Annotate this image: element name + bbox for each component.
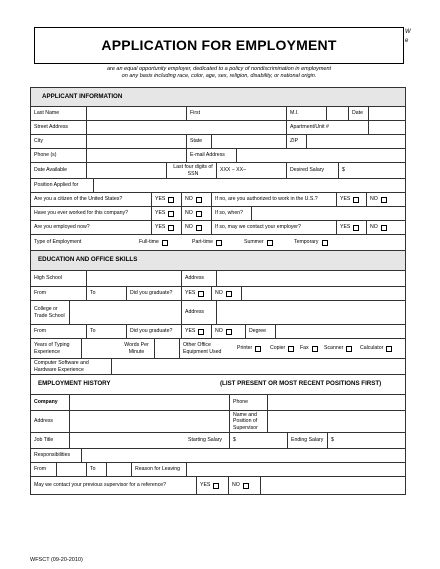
checkbox[interactable]: [353, 197, 359, 203]
typing-field[interactable]: [81, 339, 116, 358]
emp-phone-label: Phone: [229, 395, 267, 410]
high-school-label: High School: [34, 275, 62, 282]
copier-label: Copier: [270, 345, 286, 352]
software-label: Computer Software and Hardware Experience: [34, 360, 89, 373]
hs-graduate-label: Did you graduate?: [126, 287, 181, 300]
college-label: College or Trade School: [34, 306, 65, 319]
row-citizen: [30, 193, 406, 207]
employment-heading-right: (LIST PRESENT OR MOST RECENT POSITIONS FIRST): [220, 380, 382, 388]
employed-no-label: NO: [185, 224, 193, 231]
form-code: WFSCT (09-20-2010): [30, 557, 83, 563]
fax-label: Fax: [300, 345, 309, 352]
college-field[interactable]: [69, 301, 181, 324]
checkbox[interactable]: [198, 291, 204, 297]
street-field[interactable]: [86, 121, 286, 134]
when-label: If so, when?: [211, 207, 251, 220]
wpm-field[interactable]: [154, 339, 179, 358]
hs-address-label: Address: [181, 271, 216, 286]
fax-option[interactable]: [297, 339, 323, 358]
checkbox[interactable]: [196, 211, 202, 217]
temporary-option[interactable]: [291, 235, 351, 250]
college-no-label: NO: [215, 328, 223, 335]
college-yes-label: YES: [185, 328, 196, 335]
job-title-field[interactable]: [69, 433, 185, 448]
row-typing: [30, 339, 406, 359]
printer-option[interactable]: [234, 339, 270, 358]
row-emp-dates: [30, 463, 406, 477]
state-label: State: [186, 135, 211, 148]
citizen-no-label: NO: [185, 196, 193, 203]
authorized-no-label: NO: [370, 196, 378, 203]
temporary-label: Temporary: [294, 239, 319, 246]
ending-salary-label: Ending Salary: [287, 433, 327, 448]
summer-option[interactable]: [241, 235, 291, 250]
degree-field[interactable]: [275, 325, 407, 338]
row-high-school: [30, 271, 406, 287]
may-contact-no-label: NO: [232, 482, 240, 489]
phone-label: Phone (s): [34, 152, 57, 159]
emp-address-field[interactable]: [69, 411, 229, 432]
employed-yes-label: YES: [155, 224, 166, 231]
worked-yes[interactable]: [151, 207, 181, 220]
city-field[interactable]: [86, 135, 186, 148]
responsibilities-label: Responsibilities: [34, 452, 71, 459]
row-college: [30, 301, 406, 325]
city-label: City: [34, 138, 43, 145]
software-field[interactable]: [111, 359, 407, 374]
calculator-option[interactable]: [357, 339, 407, 358]
subtitle-line-2: on any basis including race, color, age, sex, religion, disability, or national origin.: [121, 73, 317, 79]
employed-label: Are you employed now?: [34, 224, 90, 231]
ssn-field[interactable]: XXX – XX–: [216, 163, 286, 178]
citizen-yes[interactable]: [151, 193, 181, 206]
citizen-label: Are you a citizen of the United States?: [34, 196, 123, 203]
ending-salary-field[interactable]: $: [327, 433, 407, 448]
row-city: [30, 135, 406, 149]
college-address-field[interactable]: [216, 301, 407, 324]
high-school-field[interactable]: [86, 271, 181, 286]
college-to-label: To: [86, 325, 126, 338]
checkbox[interactable]: [312, 346, 318, 352]
contact-yes[interactable]: [336, 221, 366, 234]
calculator-label: Calculator: [360, 345, 384, 352]
worked-no-label: NO: [185, 210, 193, 217]
college-graduate-label: Did you graduate?: [126, 325, 181, 338]
position-label: Position Applied for: [34, 182, 79, 189]
emp-address-label: Address: [34, 418, 54, 425]
row-software: [30, 359, 406, 375]
row-name: [30, 107, 406, 121]
supervisor-field[interactable]: [267, 411, 407, 432]
state-field[interactable]: [211, 135, 286, 148]
supervisor-label: Name and Position of Supervisor: [229, 411, 267, 432]
copier-option[interactable]: [267, 339, 299, 358]
may-contact-label: May we contact your previous supervisor for a reference?: [34, 482, 167, 489]
first-label: First: [186, 107, 286, 120]
employment-heading: EMPLOYMENT HISTORY: [38, 380, 111, 388]
checkbox[interactable]: [216, 240, 222, 246]
fulltime-option[interactable]: [136, 235, 186, 250]
checkbox[interactable]: [386, 346, 392, 352]
hs-to-label: To: [86, 287, 126, 300]
employed-yes[interactable]: [151, 221, 181, 234]
worked-label: Have you ever worked for this company?: [34, 210, 128, 217]
employment-section-header: [30, 375, 406, 395]
checkbox[interactable]: [168, 211, 174, 217]
type-label: Type of Employment: [34, 239, 82, 246]
emp-to-field[interactable]: [106, 463, 131, 476]
checkbox[interactable]: [322, 240, 328, 246]
row-may-contact: [30, 477, 406, 495]
mi-field[interactable]: [326, 107, 348, 120]
checkbox[interactable]: [226, 291, 232, 297]
checkbox[interactable]: [381, 225, 387, 231]
contact-yes-label: YES: [340, 224, 351, 231]
scanner-label: Scanner: [324, 345, 344, 352]
emp-from-field[interactable]: [56, 463, 86, 476]
row-worked: [30, 207, 406, 221]
desired-salary-label: Desired Salary: [286, 163, 338, 178]
authorized-label: If no, are you authorized to work in the U.S.?: [211, 193, 336, 206]
reason-label: Reason for Leaving: [131, 463, 186, 476]
corner-text: W e: [405, 29, 411, 44]
phone-field[interactable]: [86, 149, 186, 162]
starting-salary-field[interactable]: $: [229, 433, 287, 448]
college-yes[interactable]: [181, 325, 211, 338]
authorized-no[interactable]: [366, 193, 407, 206]
hs-no[interactable]: [211, 287, 241, 300]
checkbox[interactable]: [213, 483, 219, 489]
education-heading: EDUCATION AND OFFICE SKILLS: [38, 256, 138, 264]
citizen-no[interactable]: [181, 193, 211, 206]
emp-to-label: To: [86, 463, 106, 476]
checkbox[interactable]: [198, 329, 204, 335]
hs-empty: [241, 287, 407, 300]
contact-no[interactable]: [366, 221, 407, 234]
college-no[interactable]: [211, 325, 245, 338]
reason-field[interactable]: [186, 463, 407, 476]
row-employed: [30, 221, 406, 235]
street-label: Street Address: [34, 124, 69, 131]
applicant-section-header: [30, 87, 406, 107]
date-field[interactable]: [368, 107, 407, 120]
zip-field[interactable]: [306, 135, 407, 148]
hs-no-label: NO: [215, 290, 223, 297]
citizen-yes-label: YES: [155, 196, 166, 203]
row-hs-dates: [30, 287, 406, 301]
checkbox[interactable]: [353, 225, 359, 231]
ssn-label: Last four digits of SSN: [166, 163, 216, 178]
contact-no-label: NO: [370, 224, 378, 231]
position-field[interactable]: [93, 179, 407, 192]
company-field[interactable]: [69, 395, 229, 410]
worked-yes-label: YES: [155, 210, 166, 217]
page-title: APPLICATION FOR EMPLOYMENT: [101, 37, 337, 53]
row-job-title: [30, 433, 406, 449]
applicant-heading: APPLICANT INFORMATION: [42, 92, 123, 100]
checkbox[interactable]: [168, 225, 174, 231]
last-name-field[interactable]: [86, 107, 186, 120]
parttime-option[interactable]: [189, 235, 241, 250]
row-phone: [30, 149, 406, 163]
checkbox[interactable]: [226, 329, 232, 335]
college-from-label: From: [34, 328, 47, 335]
wpm-label: Words Per Minute: [124, 342, 149, 355]
checkbox[interactable]: [196, 225, 202, 231]
job-title-label: Job Title: [34, 437, 54, 444]
row-college-dates: [30, 325, 406, 339]
hs-yes-label: YES: [185, 290, 196, 297]
mi-label: M.I.: [286, 107, 326, 120]
subtitle-line-1: are an equal opportunity employer, dedicated to a policy of nondiscrimination in employment: [106, 66, 332, 72]
may-contact-yes-label: YES: [200, 482, 211, 489]
degree-label: Degree: [245, 325, 275, 338]
last-name-label: Last Name: [34, 110, 60, 117]
typing-label: Years of Typing Experience: [34, 342, 70, 355]
may-contact-no[interactable]: [228, 477, 260, 494]
hs-from-label: From: [34, 290, 47, 297]
row-company: [30, 395, 406, 411]
title-box: [34, 27, 404, 64]
zip-label: ZIP: [286, 135, 306, 148]
row-position: [30, 179, 406, 193]
checkbox[interactable]: [168, 197, 174, 203]
row-employment-type: [30, 235, 406, 251]
authorized-yes-label: YES: [340, 196, 351, 203]
row-date-available: [30, 163, 406, 179]
row-street: [30, 121, 406, 135]
authorized-yes[interactable]: [336, 193, 366, 206]
company-label: Company: [34, 399, 58, 406]
checkbox[interactable]: [243, 483, 249, 489]
checkbox[interactable]: [267, 240, 273, 246]
checkbox[interactable]: [381, 197, 387, 203]
desired-salary-field[interactable]: $: [338, 163, 407, 178]
date-label: Date: [348, 107, 368, 120]
contact-label: If so, may we contact your employer?: [211, 221, 336, 234]
emp-phone-field[interactable]: [267, 395, 407, 410]
row-responsibilities: [30, 449, 406, 463]
date-available-label: Date Available: [34, 167, 68, 174]
parttime-label: Part-time: [192, 239, 214, 246]
checkbox[interactable]: [162, 240, 168, 246]
hs-address-field[interactable]: [216, 271, 407, 286]
hs-yes[interactable]: [181, 287, 211, 300]
checkbox[interactable]: [196, 197, 202, 203]
responsibilities-field[interactable]: [81, 449, 407, 462]
checkbox[interactable]: [255, 346, 261, 352]
worked-no[interactable]: [181, 207, 211, 220]
row-emp-address: [30, 411, 406, 433]
scanner-option[interactable]: [321, 339, 357, 358]
summer-label: Summer: [244, 239, 264, 246]
employed-no[interactable]: [181, 221, 211, 234]
date-available-field[interactable]: [86, 163, 166, 178]
checkbox[interactable]: [288, 346, 294, 352]
starting-salary-label: Starting Salary: [188, 437, 223, 444]
apt-field[interactable]: [368, 121, 407, 134]
other-equipment-label: Other Office Equipment Used: [179, 339, 234, 358]
checkbox[interactable]: [346, 346, 352, 352]
email-label: E-mail Address: [186, 149, 236, 162]
email-field[interactable]: [236, 149, 407, 162]
emp-from-label: From: [34, 466, 47, 473]
college-address-label: Address: [181, 301, 216, 324]
education-section-header: [30, 251, 406, 271]
apt-label: Apartment/Unit #: [286, 121, 368, 134]
fulltime-label: Full-time: [139, 239, 159, 246]
may-contact-empty: [260, 477, 407, 494]
may-contact-yes[interactable]: [196, 477, 228, 494]
when-field[interactable]: [251, 207, 407, 220]
printer-label: Printer: [237, 345, 253, 352]
